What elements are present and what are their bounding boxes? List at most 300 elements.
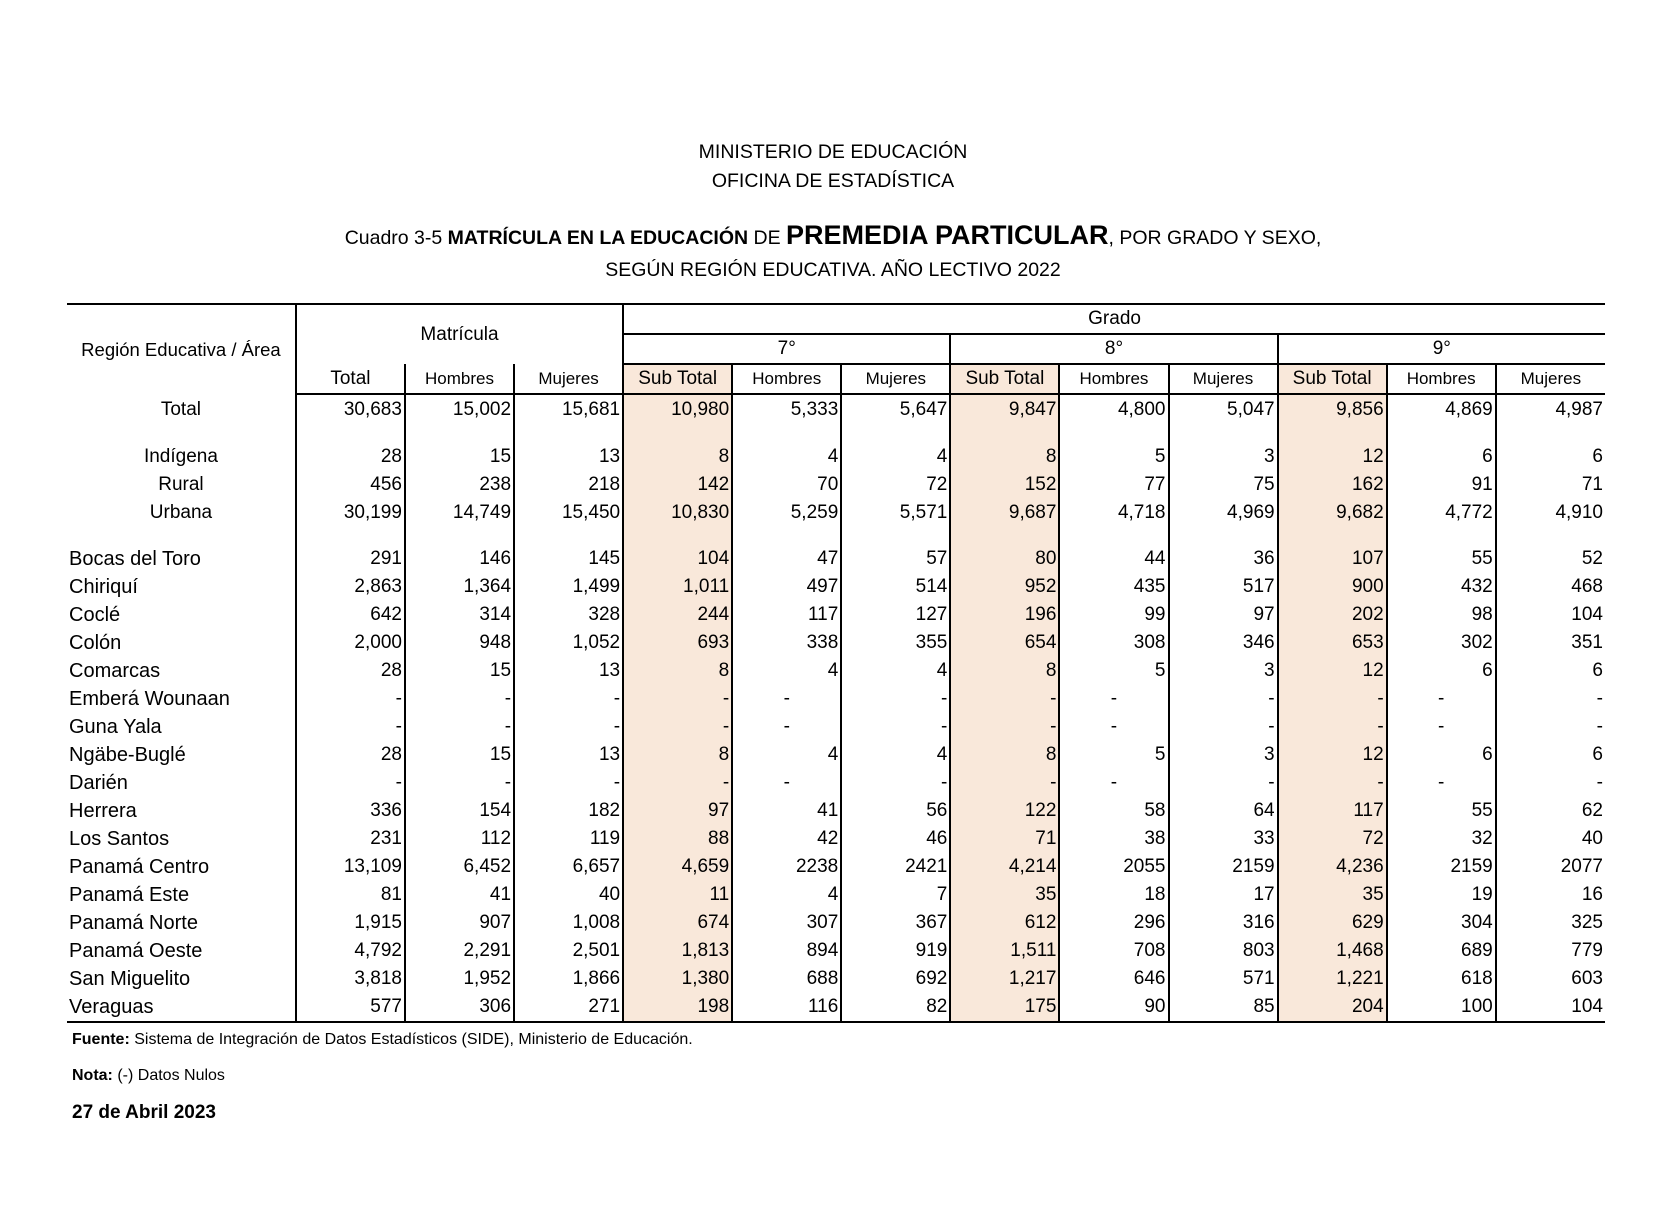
row-label: Panamá Oeste: [67, 937, 296, 965]
value-cell: 90: [1059, 993, 1168, 1022]
value-cell: 71: [1581, 474, 1603, 495]
value-cell: 4,659: [623, 853, 732, 881]
row-label: San Miguelito: [67, 965, 296, 993]
table-row: [67, 657, 1605, 685]
value-cell: 8: [623, 657, 732, 685]
row-label: Ngäbe-Buglé: [67, 741, 296, 769]
value-cell: 98: [1387, 601, 1496, 629]
spacer-cell: [1278, 425, 1387, 443]
value-cell: 328: [514, 601, 623, 629]
value-cell: 497: [732, 573, 841, 601]
title-prefix: Cuadro 3-5: [344, 227, 443, 249]
spacer-cell: [296, 527, 405, 545]
value-cell: 577: [296, 993, 405, 1022]
ministry-name: MINISTERIO DE EDUCACIÓN: [698, 141, 968, 163]
value-cell: 291: [296, 545, 405, 573]
value-cell: 8: [623, 443, 732, 471]
value-cell: 107: [1278, 545, 1387, 573]
publication-date: 27 de Abril 2023: [72, 1102, 216, 1123]
value-cell: -: [1387, 713, 1496, 741]
row-label: Panamá Norte: [67, 909, 296, 937]
title-bold: MATRÍCULA EN LA EDUCACIÓN: [447, 227, 749, 249]
value-cell: 1,011: [623, 573, 732, 601]
value-cell: 13: [514, 657, 623, 685]
value-cell: 15: [405, 443, 514, 471]
value-cell: 85: [1169, 993, 1278, 1022]
value-cell: 9,856: [1278, 394, 1387, 425]
spacer-cell: [1496, 425, 1605, 443]
table-row: [67, 471, 1605, 499]
value-cell: 689: [1387, 937, 1496, 965]
value-cell: 104: [1571, 604, 1603, 625]
value-cell: 654: [950, 629, 1059, 657]
row-label: Darién: [67, 769, 296, 797]
row-label: Comarcas: [67, 657, 296, 685]
table-row: [67, 601, 1605, 629]
value-cell: 653: [1278, 629, 1387, 657]
value-cell: 2,000: [296, 629, 405, 657]
spacer-cell: [732, 425, 841, 443]
row-label: Rural: [67, 471, 296, 499]
row-label: Urbana: [67, 499, 296, 527]
value-cell: 47: [732, 545, 841, 573]
value-cell: 6: [1592, 744, 1603, 765]
row-label: Indígena: [67, 443, 296, 471]
spacer-cell: [514, 527, 623, 545]
value-cell: 10,980: [623, 394, 732, 425]
value-cell: 307: [732, 909, 841, 937]
value-cell: 629: [1278, 909, 1387, 937]
row-label: Panamá Centro: [67, 853, 296, 881]
table-row: [67, 629, 1605, 657]
value-cell: 64: [1169, 797, 1278, 825]
grade-8-header: 8°: [950, 334, 1277, 364]
value-cell: 5,571: [841, 499, 950, 527]
value-cell: 1,468: [1278, 937, 1387, 965]
value-cell: 62: [1581, 800, 1603, 821]
value-cell: 514: [841, 573, 950, 601]
value-cell: 5,047: [1169, 394, 1278, 425]
value-cell: -: [1059, 685, 1168, 713]
value-cell: 1,008: [514, 909, 623, 937]
note-text: (-) Datos Nulos: [112, 1067, 225, 1084]
value-cell: 4: [732, 443, 841, 471]
value-cell: 4: [732, 657, 841, 685]
value-cell: 13: [514, 443, 623, 471]
spacer-cell: [950, 425, 1059, 443]
spacer-cell: [405, 527, 514, 545]
value-cell: -: [1169, 685, 1278, 713]
spacer-cell: [841, 425, 950, 443]
subheader-cell: Hombres: [732, 364, 841, 394]
table-row: [67, 443, 1605, 471]
value-cell: 15,450: [514, 499, 623, 527]
value-cell: 17: [1169, 881, 1278, 909]
value-cell: 2077: [1560, 856, 1603, 877]
value-cell: -: [514, 713, 623, 741]
spacer-cell: [514, 425, 623, 443]
value-cell: 6: [1387, 443, 1496, 471]
subheader-cell: Total: [296, 364, 405, 394]
value-cell: -: [1596, 772, 1603, 793]
value-cell: 2238: [732, 853, 841, 881]
row-label: Total: [67, 394, 296, 425]
value-cell: 55: [1387, 545, 1496, 573]
spacer-cell: [950, 527, 1059, 545]
value-cell: 71: [950, 825, 1059, 853]
value-cell: 4,869: [1387, 394, 1496, 425]
value-cell: -: [732, 769, 841, 797]
value-cell: 708: [1059, 937, 1168, 965]
office-name: OFICINA DE ESTADÍSTICA: [711, 170, 955, 192]
value-cell: 40: [514, 881, 623, 909]
value-cell: 100: [1387, 993, 1496, 1022]
value-cell: 4,772: [1387, 499, 1496, 527]
value-cell: 3: [1169, 443, 1278, 471]
table-row: [67, 685, 1605, 713]
value-cell: -: [514, 769, 623, 797]
value-cell: 325: [1571, 912, 1603, 933]
value-cell: 204: [1278, 993, 1387, 1022]
value-cell: 15: [405, 741, 514, 769]
value-cell: 182: [514, 797, 623, 825]
value-cell: 4: [841, 741, 950, 769]
table-row: [67, 394, 1605, 425]
value-cell: -: [514, 685, 623, 713]
value-cell: 314: [405, 601, 514, 629]
grade-9-header: 9°: [1278, 334, 1605, 364]
value-cell: 175: [950, 993, 1059, 1022]
value-cell: 152: [950, 471, 1059, 499]
value-cell: 355: [841, 629, 950, 657]
value-cell: -: [1596, 688, 1603, 709]
value-cell: 4: [732, 741, 841, 769]
value-cell: 1,364: [405, 573, 514, 601]
value-cell: 894: [732, 937, 841, 965]
value-cell: 919: [841, 937, 950, 965]
table-row: [67, 769, 1605, 797]
value-cell: 75: [1169, 471, 1278, 499]
value-cell: 40: [1581, 828, 1603, 849]
spacer-cell: [1496, 527, 1605, 545]
value-cell: 142: [623, 471, 732, 499]
value-cell: 4,910: [1555, 502, 1603, 523]
value-cell: 271: [514, 993, 623, 1022]
value-cell: 77: [1059, 471, 1168, 499]
row-label: Bocas del Toro: [67, 545, 296, 573]
table-subtitle: SEGÚN REGIÓN EDUCATIVA. AÑO LECTIVO 2022: [605, 259, 1061, 281]
spacer-cell: [67, 425, 296, 443]
value-cell: 15: [405, 657, 514, 685]
value-cell: 336: [296, 797, 405, 825]
value-cell: 15,002: [405, 394, 514, 425]
subheader-cell: Mujeres: [1496, 364, 1605, 394]
value-cell: 6,452: [405, 853, 514, 881]
value-cell: 99: [1059, 601, 1168, 629]
value-cell: 688: [732, 965, 841, 993]
value-cell: 122: [950, 797, 1059, 825]
spacer-cell: [1169, 425, 1278, 443]
value-cell: 5: [1059, 741, 1168, 769]
value-cell: -: [841, 713, 950, 741]
value-cell: 1,511: [950, 937, 1059, 965]
spacer-cell: [1387, 425, 1496, 443]
value-cell: 1,221: [1278, 965, 1387, 993]
value-cell: 1,813: [623, 937, 732, 965]
table-row: [67, 545, 1605, 573]
value-cell: 803: [1169, 937, 1278, 965]
table-row: [67, 713, 1605, 741]
value-cell: 104: [1496, 993, 1605, 1022]
value-cell: 116: [732, 993, 841, 1022]
value-cell: 4,214: [950, 853, 1059, 881]
table-row: [67, 825, 1605, 853]
value-cell: 72: [841, 471, 950, 499]
row-label: Los Santos: [67, 825, 296, 853]
value-cell: 15,681: [514, 394, 623, 425]
spacer-cell: [1387, 527, 1496, 545]
subheader-cell: Sub Total: [623, 364, 732, 394]
value-cell: 70: [732, 471, 841, 499]
value-cell: 46: [841, 825, 950, 853]
value-cell: 367: [841, 909, 950, 937]
value-cell: 646: [1059, 965, 1168, 993]
subheader-cell: Sub Total: [1278, 364, 1387, 394]
value-cell: 18: [1059, 881, 1168, 909]
value-cell: 435: [1059, 573, 1168, 601]
source-label: Fuente:: [72, 1031, 130, 1048]
value-cell: -: [1059, 769, 1168, 797]
spacer-cell: [623, 527, 732, 545]
value-cell: 13: [514, 741, 623, 769]
value-cell: 8: [950, 657, 1059, 685]
value-cell: 4: [732, 881, 841, 909]
value-cell: 28: [296, 657, 405, 685]
value-cell: 145: [514, 545, 623, 573]
value-cell: 5,259: [732, 499, 841, 527]
value-cell: 58: [1059, 797, 1168, 825]
value-cell: -: [1169, 713, 1278, 741]
table-row: [67, 797, 1605, 825]
value-cell: 302: [1387, 629, 1496, 657]
value-cell: 35: [1278, 881, 1387, 909]
value-cell: -: [405, 769, 514, 797]
value-cell: 28: [296, 741, 405, 769]
value-cell: 41: [732, 797, 841, 825]
value-cell: 693: [623, 629, 732, 657]
value-cell: 32: [1387, 825, 1496, 853]
row-label: Emberá Wounaan: [67, 685, 296, 713]
row-label: Guna Yala: [67, 713, 296, 741]
value-cell: 308: [1059, 629, 1168, 657]
value-cell: 198: [623, 993, 732, 1022]
value-cell: 117: [732, 601, 841, 629]
value-cell: 30,683: [296, 394, 405, 425]
value-cell: -: [623, 713, 732, 741]
title-level: PREMEDIA PARTICULAR: [786, 220, 1109, 250]
spacer-cell: [1169, 527, 1278, 545]
grado-header: Grado: [623, 304, 1605, 334]
value-cell: 44: [1059, 545, 1168, 573]
subheader-cell: Mujeres: [514, 364, 623, 394]
value-cell: 4,800: [1059, 394, 1168, 425]
value-cell: 104: [623, 545, 732, 573]
value-cell: 603: [1571, 968, 1603, 989]
value-cell: -: [296, 713, 405, 741]
value-cell: 907: [405, 909, 514, 937]
null-note: [72, 1067, 225, 1085]
value-cell: 36: [1169, 545, 1278, 573]
value-cell: -: [950, 685, 1059, 713]
value-cell: 10,830: [623, 499, 732, 527]
table-row: [67, 993, 1605, 1022]
value-cell: 618: [1387, 965, 1496, 993]
subheader-cell: Mujeres: [841, 364, 950, 394]
value-cell: 779: [1571, 940, 1603, 961]
spacer-cell: [1059, 425, 1168, 443]
value-cell: 12: [1278, 657, 1387, 685]
value-cell: 9,682: [1278, 499, 1387, 527]
value-cell: -: [405, 685, 514, 713]
value-cell: -: [296, 685, 405, 713]
value-cell: 9,687: [950, 499, 1059, 527]
subheader-cell: Hombres: [405, 364, 514, 394]
value-cell: 28: [296, 443, 405, 471]
value-cell: 351: [1571, 632, 1603, 653]
value-cell: 6: [1387, 741, 1496, 769]
value-cell: -: [623, 769, 732, 797]
value-cell: 4,236: [1278, 853, 1387, 881]
value-cell: -: [1059, 713, 1168, 741]
value-cell: 14,749: [405, 499, 514, 527]
value-cell: 12: [1278, 741, 1387, 769]
value-cell: 38: [1059, 825, 1168, 853]
value-cell: 952: [950, 573, 1059, 601]
matricula-header: Matrícula: [296, 304, 623, 364]
region-header: Región Educativa / Área: [67, 304, 296, 394]
value-cell: 117: [1278, 797, 1387, 825]
spacer-cell: [1059, 527, 1168, 545]
value-cell: 55: [1387, 797, 1496, 825]
value-cell: 238: [405, 471, 514, 499]
value-cell: 2,291: [405, 937, 514, 965]
table-row: [67, 937, 1605, 965]
value-cell: 338: [732, 629, 841, 657]
value-cell: 218: [514, 471, 623, 499]
value-cell: 35: [950, 881, 1059, 909]
value-cell: 304: [1387, 909, 1496, 937]
row-label: Veraguas: [67, 993, 296, 1022]
value-cell: 30,199: [296, 499, 405, 527]
value-cell: 81: [296, 881, 405, 909]
value-cell: 4,718: [1059, 499, 1168, 527]
value-cell: 456: [296, 471, 405, 499]
value-cell: 432: [1387, 573, 1496, 601]
value-cell: 2421: [841, 853, 950, 881]
value-cell: 231: [296, 825, 405, 853]
spacer-cell: [841, 527, 950, 545]
value-cell: 1,952: [405, 965, 514, 993]
value-cell: 1,380: [623, 965, 732, 993]
value-cell: -: [405, 713, 514, 741]
table-row: [67, 965, 1605, 993]
value-cell: 13,109: [296, 853, 405, 881]
subheader-cell: Hombres: [1387, 364, 1496, 394]
value-cell: -: [1169, 769, 1278, 797]
subheader-cell: Hombres: [1059, 364, 1168, 394]
table-row: [67, 741, 1605, 769]
source-text: Sistema de Integración de Datos Estadísticos (SIDE), Ministerio de Educación.: [129, 1031, 693, 1048]
value-cell: 119: [514, 825, 623, 853]
value-cell: 8: [950, 741, 1059, 769]
value-cell: 517: [1169, 573, 1278, 601]
value-cell: -: [732, 713, 841, 741]
table-row: [67, 881, 1605, 909]
value-cell: 948: [405, 629, 514, 657]
value-cell: 2,501: [514, 937, 623, 965]
spacer-cell: [67, 527, 296, 545]
grade-7-header: 7°: [623, 334, 950, 364]
value-cell: 72: [1278, 825, 1387, 853]
value-cell: 3: [1169, 657, 1278, 685]
value-cell: 4,969: [1169, 499, 1278, 527]
value-cell: 12: [1278, 443, 1387, 471]
value-cell: 33: [1169, 825, 1278, 853]
value-cell: 642: [296, 601, 405, 629]
value-cell: -: [1278, 685, 1387, 713]
value-cell: 5: [1059, 657, 1168, 685]
value-cell: 9,847: [950, 394, 1059, 425]
value-cell: 57: [841, 545, 950, 573]
value-cell: 2,863: [296, 573, 405, 601]
value-cell: -: [1387, 769, 1496, 797]
value-cell: -: [950, 769, 1059, 797]
spacer-cell: [623, 425, 732, 443]
enrollment-table: [67, 303, 1605, 1023]
table-title: [0, 220, 1666, 251]
value-cell: 80: [950, 545, 1059, 573]
table-row: [67, 573, 1605, 601]
value-cell: 296: [1059, 909, 1168, 937]
value-cell: 4: [841, 657, 950, 685]
value-cell: -: [841, 685, 950, 713]
value-cell: 1,915: [296, 909, 405, 937]
row-label: Coclé: [67, 601, 296, 629]
spacer-cell: [296, 425, 405, 443]
value-cell: 3: [1169, 741, 1278, 769]
value-cell: 112: [405, 825, 514, 853]
value-cell: 16: [1581, 884, 1603, 905]
value-cell: 3,818: [296, 965, 405, 993]
value-cell: -: [1278, 713, 1387, 741]
source-note: [72, 1031, 693, 1049]
value-cell: 82: [841, 993, 950, 1022]
value-cell: 97: [623, 797, 732, 825]
value-cell: 346: [1169, 629, 1278, 657]
value-cell: 6,657: [514, 853, 623, 881]
value-cell: 4: [841, 443, 950, 471]
row-label: Chiriquí: [67, 573, 296, 601]
spacer-cell: [405, 425, 514, 443]
subheader-cell: Mujeres: [1169, 364, 1278, 394]
value-cell: 1,866: [514, 965, 623, 993]
value-cell: 6: [1387, 657, 1496, 685]
value-cell: 468: [1571, 576, 1603, 597]
spacer-cell: [732, 527, 841, 545]
value-cell: 674: [623, 909, 732, 937]
value-cell: 2159: [1387, 853, 1496, 881]
value-cell: -: [841, 769, 950, 797]
